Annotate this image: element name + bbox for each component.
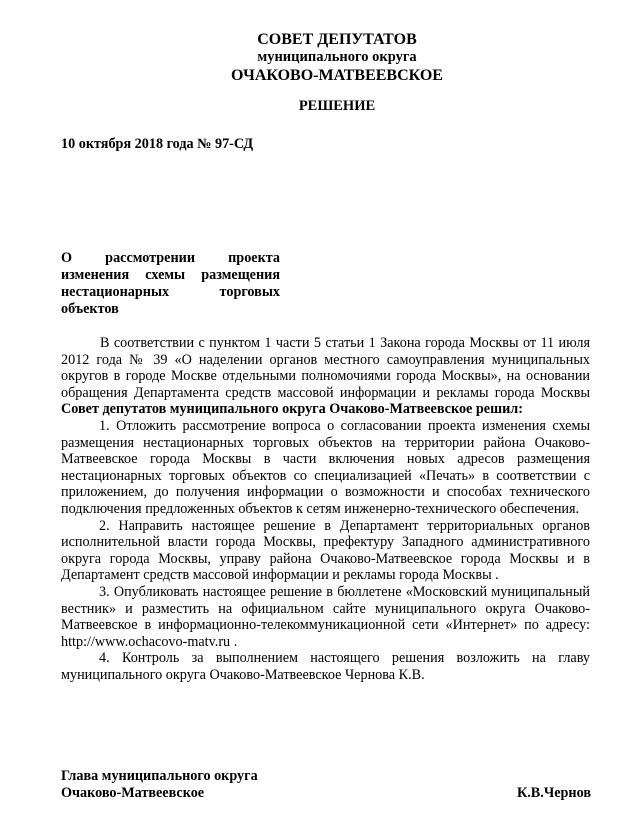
subject-line: О рассмотрении проекта xyxy=(61,250,280,266)
decision-date-number: 10 октября 2018 года № 97-СД xyxy=(61,136,254,152)
document-header xyxy=(0,30,634,85)
preamble-text: В соответствии с пунктом 1 части 5 статьи 1 Закона города Москвы от 11 июля 2012 года № 39 «О наделении органов местного самоуправления муниципальных округов в городе Москве отдельными полномочиями города Москвы», на основании обращения Департамента средств массовой информации и рекламы города Москвы xyxy=(61,335,590,401)
decision-item-1: 1. Отложить рассмотрение вопроса о согласовании проекта изменения схемы размещения нестационарных торговых объектов на территории района Очаково-Матвеевское города Москвы в части включения новых адресов размещения нестационарных торговых объектов со специализацией «Печать» в соответствии с приложением, до получения информации о возможности и способах технического подключения предложенных объектов к сетям инженерно-технического обеспечения. xyxy=(61,417,590,517)
decision-item-3: 3. Опубликовать настоящее решение в бюллетене «Московский муниципальный вестник» и разместить на официальном сайте муниципального округа Очаково-Матвеевское в информационно-телекоммуникационной сети «Интернет» по адресу: http://www.ochacovo-matv.ru . xyxy=(61,583,590,650)
signature-block xyxy=(61,768,591,802)
council-subtitle: муниципального округа xyxy=(257,49,417,65)
subject-line: объектов xyxy=(61,301,119,317)
district-name: ОЧАКОВО-МАТВЕЕВСКОЕ xyxy=(231,67,443,84)
decision-title: РЕШЕНИЕ xyxy=(298,98,376,114)
signature-position: Глава муниципального округа xyxy=(61,768,258,784)
decision-item-4: 4. Контроль за выполнением настоящего решения возложить на главу муниципального округа Очаково-Матвеевское Чернова К.В. xyxy=(61,650,590,683)
signature-district: Очаково-Матвеевское xyxy=(61,785,205,801)
signatory-name: К.В.Чернов xyxy=(516,785,591,801)
preamble-paragraph xyxy=(61,335,590,418)
subject-line: изменения схемы размещения xyxy=(61,267,280,283)
council-title: СОВЕТ ДЕПУТАТОВ xyxy=(257,31,417,48)
preamble-resolution: Совет депутатов муниципального округа Очаково-Матвеевское решил: xyxy=(61,401,523,418)
decision-item-2: 2. Направить настоящее решение в Департамент территориальных органов исполнительной власти города Москвы, префектуру Западного административного округа города Москвы, управу района Очаково-Матвеевское города Москвы и в Департамент средств массовой информации и рекламы города Москвы . xyxy=(61,517,590,584)
subject-line: нестационарных торговых xyxy=(61,284,280,300)
decision-body xyxy=(61,335,590,683)
decision-subject xyxy=(61,250,280,318)
